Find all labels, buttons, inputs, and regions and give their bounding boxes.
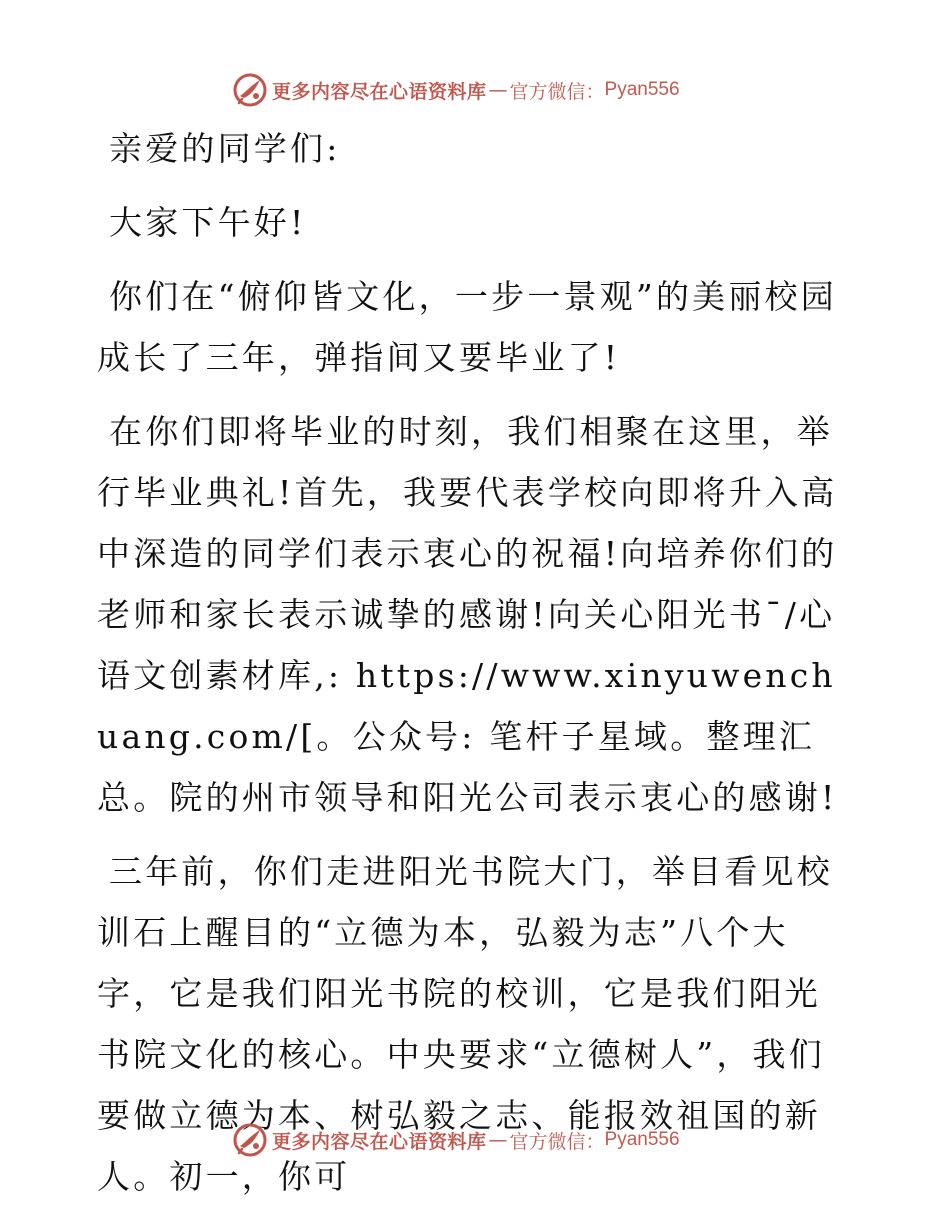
header-watermark (232, 70, 680, 110)
paragraph-ceremony: 在你们即将毕业的时刻，我们相聚在这里，举行毕业典礼!首先，我要代表学校向即将升入高中深造的同学们表示衷心的祝福!向培养你们的老师和家长表示诚挚的感谢!向关心阳光书¯/心语文创素材库,: https://www.xinyuwenchuang.com/[。公众号: 笔杆子星域。整理汇总。院的州市领导和阳光公司表示衷心的感谢! (97, 412, 838, 817)
quill-pen-logo-icon (232, 72, 268, 108)
watermark-subtitle: 官方微信： (509, 80, 605, 103)
watermark-separator: — (488, 1129, 508, 1151)
paragraph-campus: 你们在“俯仰皆文化，一步一景观”的美丽校园成长了三年，弹指间又要毕业了! (97, 277, 837, 377)
watermark-wechat-id: Pyan556 (604, 79, 680, 100)
watermark-separator: — (488, 79, 508, 101)
paragraph-motto: 三年前，你们走进阳光书院大门，举目看见校训石上醒目的“立德为本，弘毅为志”八个大字，它是我们阳光书院的校训，它是我们阳光书院文化的核心。中央要求“立德树人”，我们要做立德为本、树弘毅之志、能报效祖国的新人。初一，你可 (97, 852, 833, 1196)
document-body (97, 118, 857, 1220)
paragraph-salutation: 亲爱的同学们: (109, 129, 341, 168)
watermark-text: 更多内容尽在心语资料库 (272, 1130, 487, 1153)
footer-watermark (232, 1120, 680, 1160)
watermark-wechat-id: Pyan556 (604, 1129, 680, 1150)
quill-pen-logo-icon (232, 1122, 268, 1158)
paragraph-greeting: 大家下午好! (109, 203, 307, 242)
watermark-subtitle: 官方微信： (509, 1130, 605, 1153)
watermark-text: 更多内容尽在心语资料库 (272, 80, 487, 103)
